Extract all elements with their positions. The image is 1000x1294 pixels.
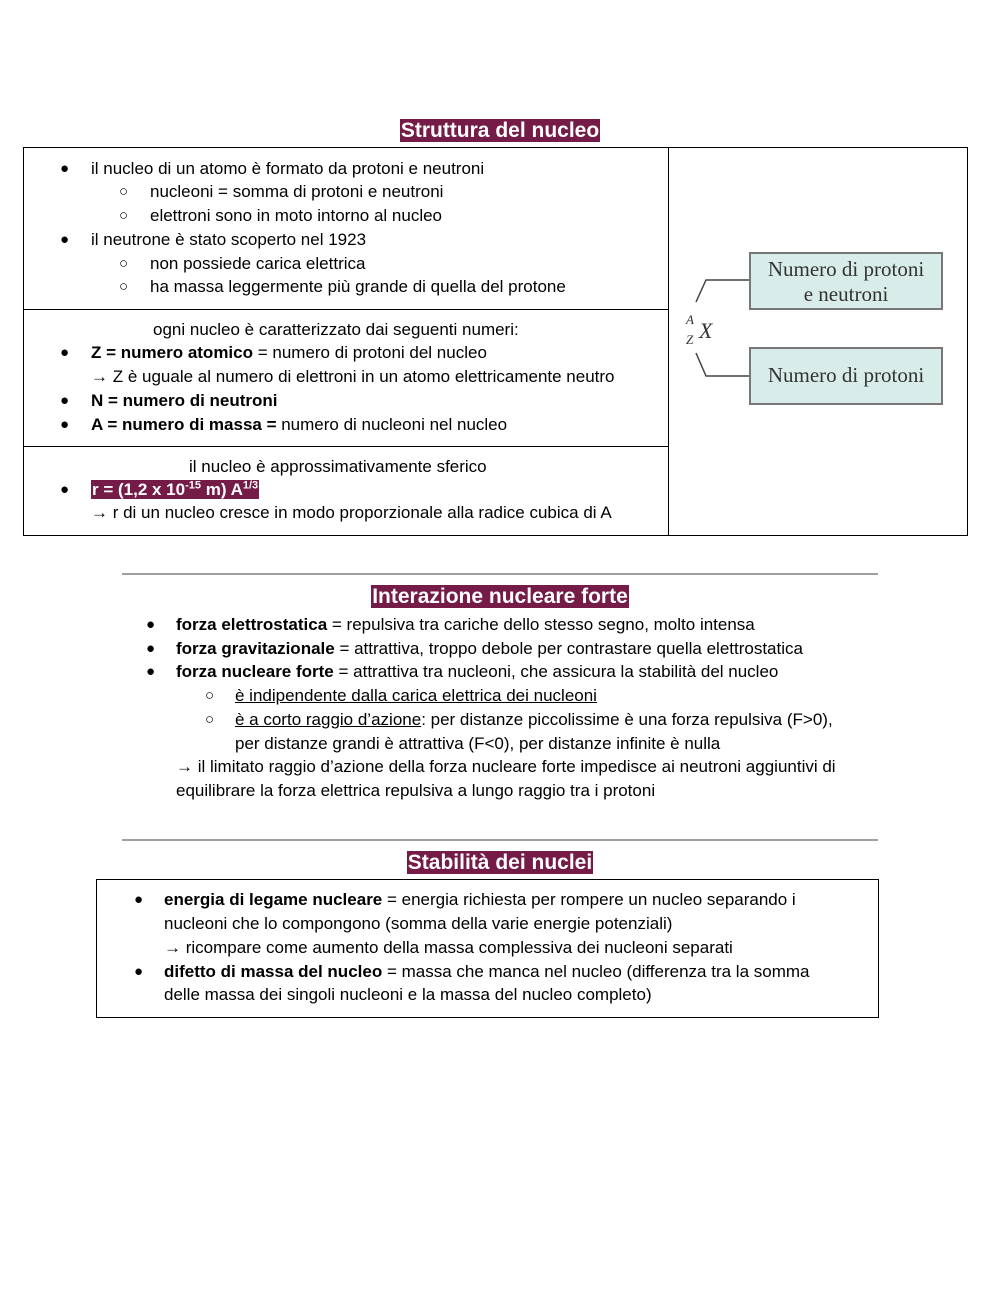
list-item: il nucleo di un atomo è formato da protoni e neutroni xyxy=(91,159,485,178)
bullet-icon: ● xyxy=(60,392,70,409)
list-item: forza gravitazionale = attrattiva, troppo debole per contrastare quella elettrostatica xyxy=(176,639,803,658)
list-note: equilibrare la forza elettrica repulsiva a lungo raggio tra i protoni xyxy=(176,781,656,800)
list-item-cont: nucleoni che lo compongono (somma della varie energie potenziali) xyxy=(164,914,673,933)
list-item-cont: per distanze grandi è attrattiva (F<0), per distanze infinite è nulla xyxy=(235,734,721,753)
label-top-line1: Numero di protoni xyxy=(767,257,925,281)
divider xyxy=(122,839,878,841)
list-item: non possiede carica elettrica xyxy=(150,254,366,273)
bullet-icon: ● xyxy=(146,616,156,633)
list-item: ha massa leggermente più grande di quella del protone xyxy=(150,277,566,296)
circle-bullet-icon: ○ xyxy=(119,278,129,295)
connector-top xyxy=(696,280,750,302)
circle-bullet-icon: ○ xyxy=(119,255,129,272)
connector-bottom xyxy=(696,353,750,376)
list-item: N = numero di neutroni xyxy=(91,391,278,410)
list-item: è indipendente dalla carica elettrica dei nucleoni xyxy=(235,686,597,705)
bullet-icon: ● xyxy=(146,663,156,680)
atomic-number-symbol: Z xyxy=(686,332,694,347)
list-note: → ricompare come aumento della massa complessiva dei nucleoni separati xyxy=(164,938,733,957)
nuclide-diagram-svg xyxy=(668,220,968,440)
label-bottom: Numero di protoni xyxy=(767,363,925,387)
bullet-icon: ● xyxy=(134,963,144,980)
circle-bullet-icon: ○ xyxy=(205,711,215,728)
radius-formula: r = (1,2 x $10^{-15}$ m) $A^{1/3}$ xyxy=(92,479,259,499)
list-note: → r di un nucleo cresce in modo proporzionale alla radice cubica di A xyxy=(91,503,612,522)
bullet-icon: ● xyxy=(146,640,156,657)
list-item: energia di legame nucleare = energia richiesta per rompere un nucleo separando i xyxy=(164,890,796,909)
section-title-interazione: Interazione nucleare forte xyxy=(372,585,628,608)
list-item-cont: delle massa dei singoli nucleoni e la massa del nucleo completo) xyxy=(164,985,652,1004)
circle-bullet-icon: ○ xyxy=(205,687,215,704)
bullet-icon: ● xyxy=(60,231,70,248)
list-note: → Z è uguale al numero di elettroni in un atomo elettricamente neutro xyxy=(91,367,615,386)
list-item: Z = numero atomico = numero di protoni del nucleo xyxy=(91,343,487,362)
list-item: il neutrone è stato scoperto nel 1923 xyxy=(91,230,367,249)
cell-intro: il nucleo è approssimativamente sferico xyxy=(189,457,487,476)
section-title-stabilita: Stabilità dei nuclei xyxy=(407,851,593,874)
mass-number-symbol: A xyxy=(686,312,694,327)
circle-bullet-icon: ○ xyxy=(119,207,129,224)
section-title-struttura: Struttura del nucleo xyxy=(400,119,600,142)
bullet-icon: ● xyxy=(134,891,144,908)
label-top-line2: e neutroni xyxy=(803,282,889,306)
list-item: nucleoni = somma di protoni e neutroni xyxy=(150,182,444,201)
list-item: elettroni sono in moto intorno al nucleo xyxy=(150,206,443,225)
bullet-icon: ● xyxy=(60,416,70,433)
bullet-icon: ● xyxy=(60,344,70,361)
bullet-icon: ● xyxy=(60,160,70,177)
list-item: è a corto raggio d’azione: per distanze piccolissime è una forza repulsiva (F>0), xyxy=(235,710,833,729)
bullet-icon: ● xyxy=(60,481,70,498)
list-item: difetto di massa del nucleo = massa che manca nel nucleo (differenza tra la somma xyxy=(164,962,810,981)
element-symbol: X xyxy=(699,318,713,343)
list-item: forza nucleare forte = attrattiva tra nucleoni, che assicura la stabilità del nucleo xyxy=(176,662,779,681)
list-note: → il limitato raggio d’azione della forza nucleare forte impedisce ai neutroni aggiuntivi di xyxy=(176,757,836,776)
divider xyxy=(122,573,878,575)
cell-intro: ogni nucleo è caratterizzato dai seguenti numeri: xyxy=(153,320,519,339)
circle-bullet-icon: ○ xyxy=(119,183,129,200)
list-item: A = numero di massa = numero di nucleoni nel nucleo xyxy=(91,415,508,434)
list-item: forza elettrostatica = repulsiva tra cariche dello stesso segno, molto intensa xyxy=(176,615,755,634)
